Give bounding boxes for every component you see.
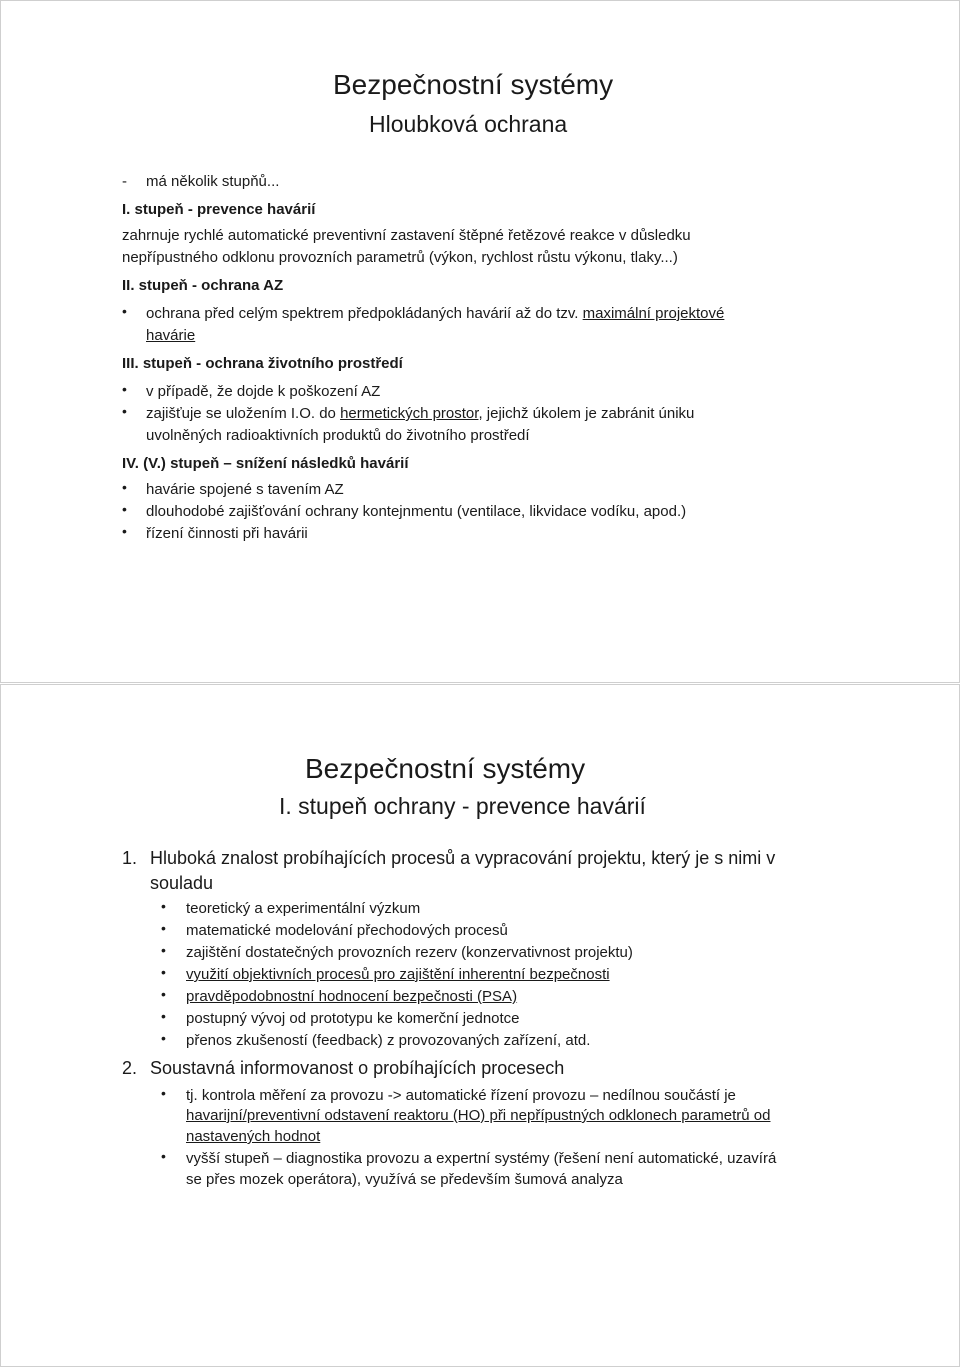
bullet-icon: • bbox=[122, 403, 127, 419]
slide2-subtitle: I. stupeň ochrany - prevence havárií bbox=[279, 793, 646, 819]
bullet-icon: • bbox=[122, 303, 127, 319]
bullet-icon: • bbox=[161, 898, 166, 914]
item1-bullet: přenos zkušeností (feedback) z provozovaných zařízení, atd. bbox=[186, 1032, 591, 1049]
item1-number: 1. bbox=[122, 848, 138, 868]
stage4-heading: IV. (V.) stupeň – snížení následků havárií bbox=[122, 455, 409, 472]
slide1-title: Bezpečnostní systémy bbox=[333, 69, 614, 100]
stage2-bullet1 bbox=[146, 303, 724, 325]
bullet-icon: • bbox=[122, 381, 127, 397]
bullet-icon: • bbox=[161, 986, 166, 1002]
stage1-text-line1: zahrnuje rychlé automatické preventivní zastavení štěpné řetězové reakce v důsledku bbox=[122, 227, 691, 244]
stage3-bullet2-text-b: , jejichž úkolem je zabránit úniku bbox=[478, 405, 695, 422]
bullet-icon: • bbox=[122, 501, 127, 517]
stage2-bullet1-text: ochrana před celým spektrem předpokládaných havárií až do tzv. bbox=[146, 305, 579, 322]
inherentni-bezpecnost-link[interactable]: využití objektivních procesů pro zajištění inherentní bezpečnosti bbox=[186, 966, 610, 983]
slide-1 bbox=[0, 0, 960, 683]
item2-number: 2. bbox=[122, 1058, 138, 1078]
slide-2 bbox=[0, 684, 960, 1367]
stage4-bullet1: havárie spojené s tavením AZ bbox=[146, 481, 344, 498]
havarijni-odstaveni-link[interactable]: havarijní/preventivní odstavení reaktoru (HO) při nepřípustných odklonech parametrů od bbox=[186, 1107, 771, 1124]
hermeticke-prostory-link[interactable]: hermetických prostor bbox=[340, 405, 479, 422]
item1-bullet: matematické modelování přechodových procesů bbox=[186, 922, 508, 939]
stage4-bullet2: dlouhodobé zajišťování ochrany kontejnmentu (ventilace, likvidace vodíku, apod.) bbox=[146, 503, 687, 520]
bullet-icon: • bbox=[122, 523, 127, 539]
item2-bullet1-line1: tj. kontrola měření za provozu -> automatické řízení provozu – nedílnou součástí je bbox=[186, 1087, 736, 1104]
stage1-text-line2: nepřípustného odklonu provozních parametrů (výkon, rychlost růstu výkonu, tlaky...) bbox=[122, 249, 678, 266]
bullet-icon: • bbox=[161, 964, 166, 980]
stage2-heading: II. stupeň - ochrana AZ bbox=[122, 277, 284, 294]
stage1-heading: I. stupeň - prevence havárií bbox=[122, 201, 316, 218]
item2-bullet2-line1: vyšší stupeň – diagnostika provozu a expertní systémy (řešení není automatické, uzavírá bbox=[186, 1150, 777, 1167]
max-projekt-havarie-link[interactable]: maximální projektové bbox=[582, 305, 725, 322]
item1-heading-line1: Hluboká znalost probíhajících procesů a vypracování projektu, který je s nimi v bbox=[150, 848, 776, 868]
havarie-link[interactable]: havárie bbox=[146, 327, 196, 344]
item1-heading-line2: souladu bbox=[150, 873, 214, 893]
bullet-icon: • bbox=[161, 1085, 166, 1101]
bullet-icon: • bbox=[161, 942, 166, 958]
bullet-icon: • bbox=[161, 1030, 166, 1046]
bullet-icon: • bbox=[161, 920, 166, 936]
stage4-bullet3: řízení činnosti při havárii bbox=[146, 525, 308, 542]
stage3-bullet2-text-a: zajišťuje se uložením I.O. do bbox=[146, 405, 336, 422]
item2-heading: Soustavná informovanost o probíhajících procesech bbox=[150, 1058, 565, 1078]
psa-link[interactable]: pravděpodobnostní hodnocení bezpečnosti (PSA) bbox=[186, 988, 518, 1005]
bullet-icon: • bbox=[122, 479, 127, 495]
item1-bullet: zajištění dostatečných provozních rezerv (konzervativnost projektu) bbox=[186, 944, 633, 961]
intro-text: má několik stupňů... bbox=[146, 173, 280, 190]
stage3-bullet2-line2: uvolněných radioaktivních produktů do životního prostředí bbox=[146, 427, 530, 444]
item1-bullet: postupný vývoj od prototypu ke komerční jednotce bbox=[186, 1010, 520, 1027]
stage3-heading: III. stupeň - ochrana životního prostředí bbox=[122, 355, 403, 372]
slide2-title: Bezpečnostní systémy bbox=[305, 753, 586, 784]
item2-bullet2-line2: se přes mozek operátora), využívá se především šumová analyza bbox=[186, 1171, 623, 1188]
nastavenych-hodnot-link[interactable]: nastavených hodnot bbox=[186, 1128, 321, 1145]
stage3-bullet1: v případě, že dojde k poškození AZ bbox=[146, 383, 381, 400]
slide1-subtitle: Hloubková ochrana bbox=[369, 111, 568, 137]
item1-bullet: teoretický a experimentální výzkum bbox=[186, 900, 421, 917]
stage3-bullet2 bbox=[146, 403, 694, 425]
bullet-icon: • bbox=[161, 1008, 166, 1024]
intro-dash: - bbox=[122, 173, 127, 190]
bullet-icon: • bbox=[161, 1148, 166, 1164]
